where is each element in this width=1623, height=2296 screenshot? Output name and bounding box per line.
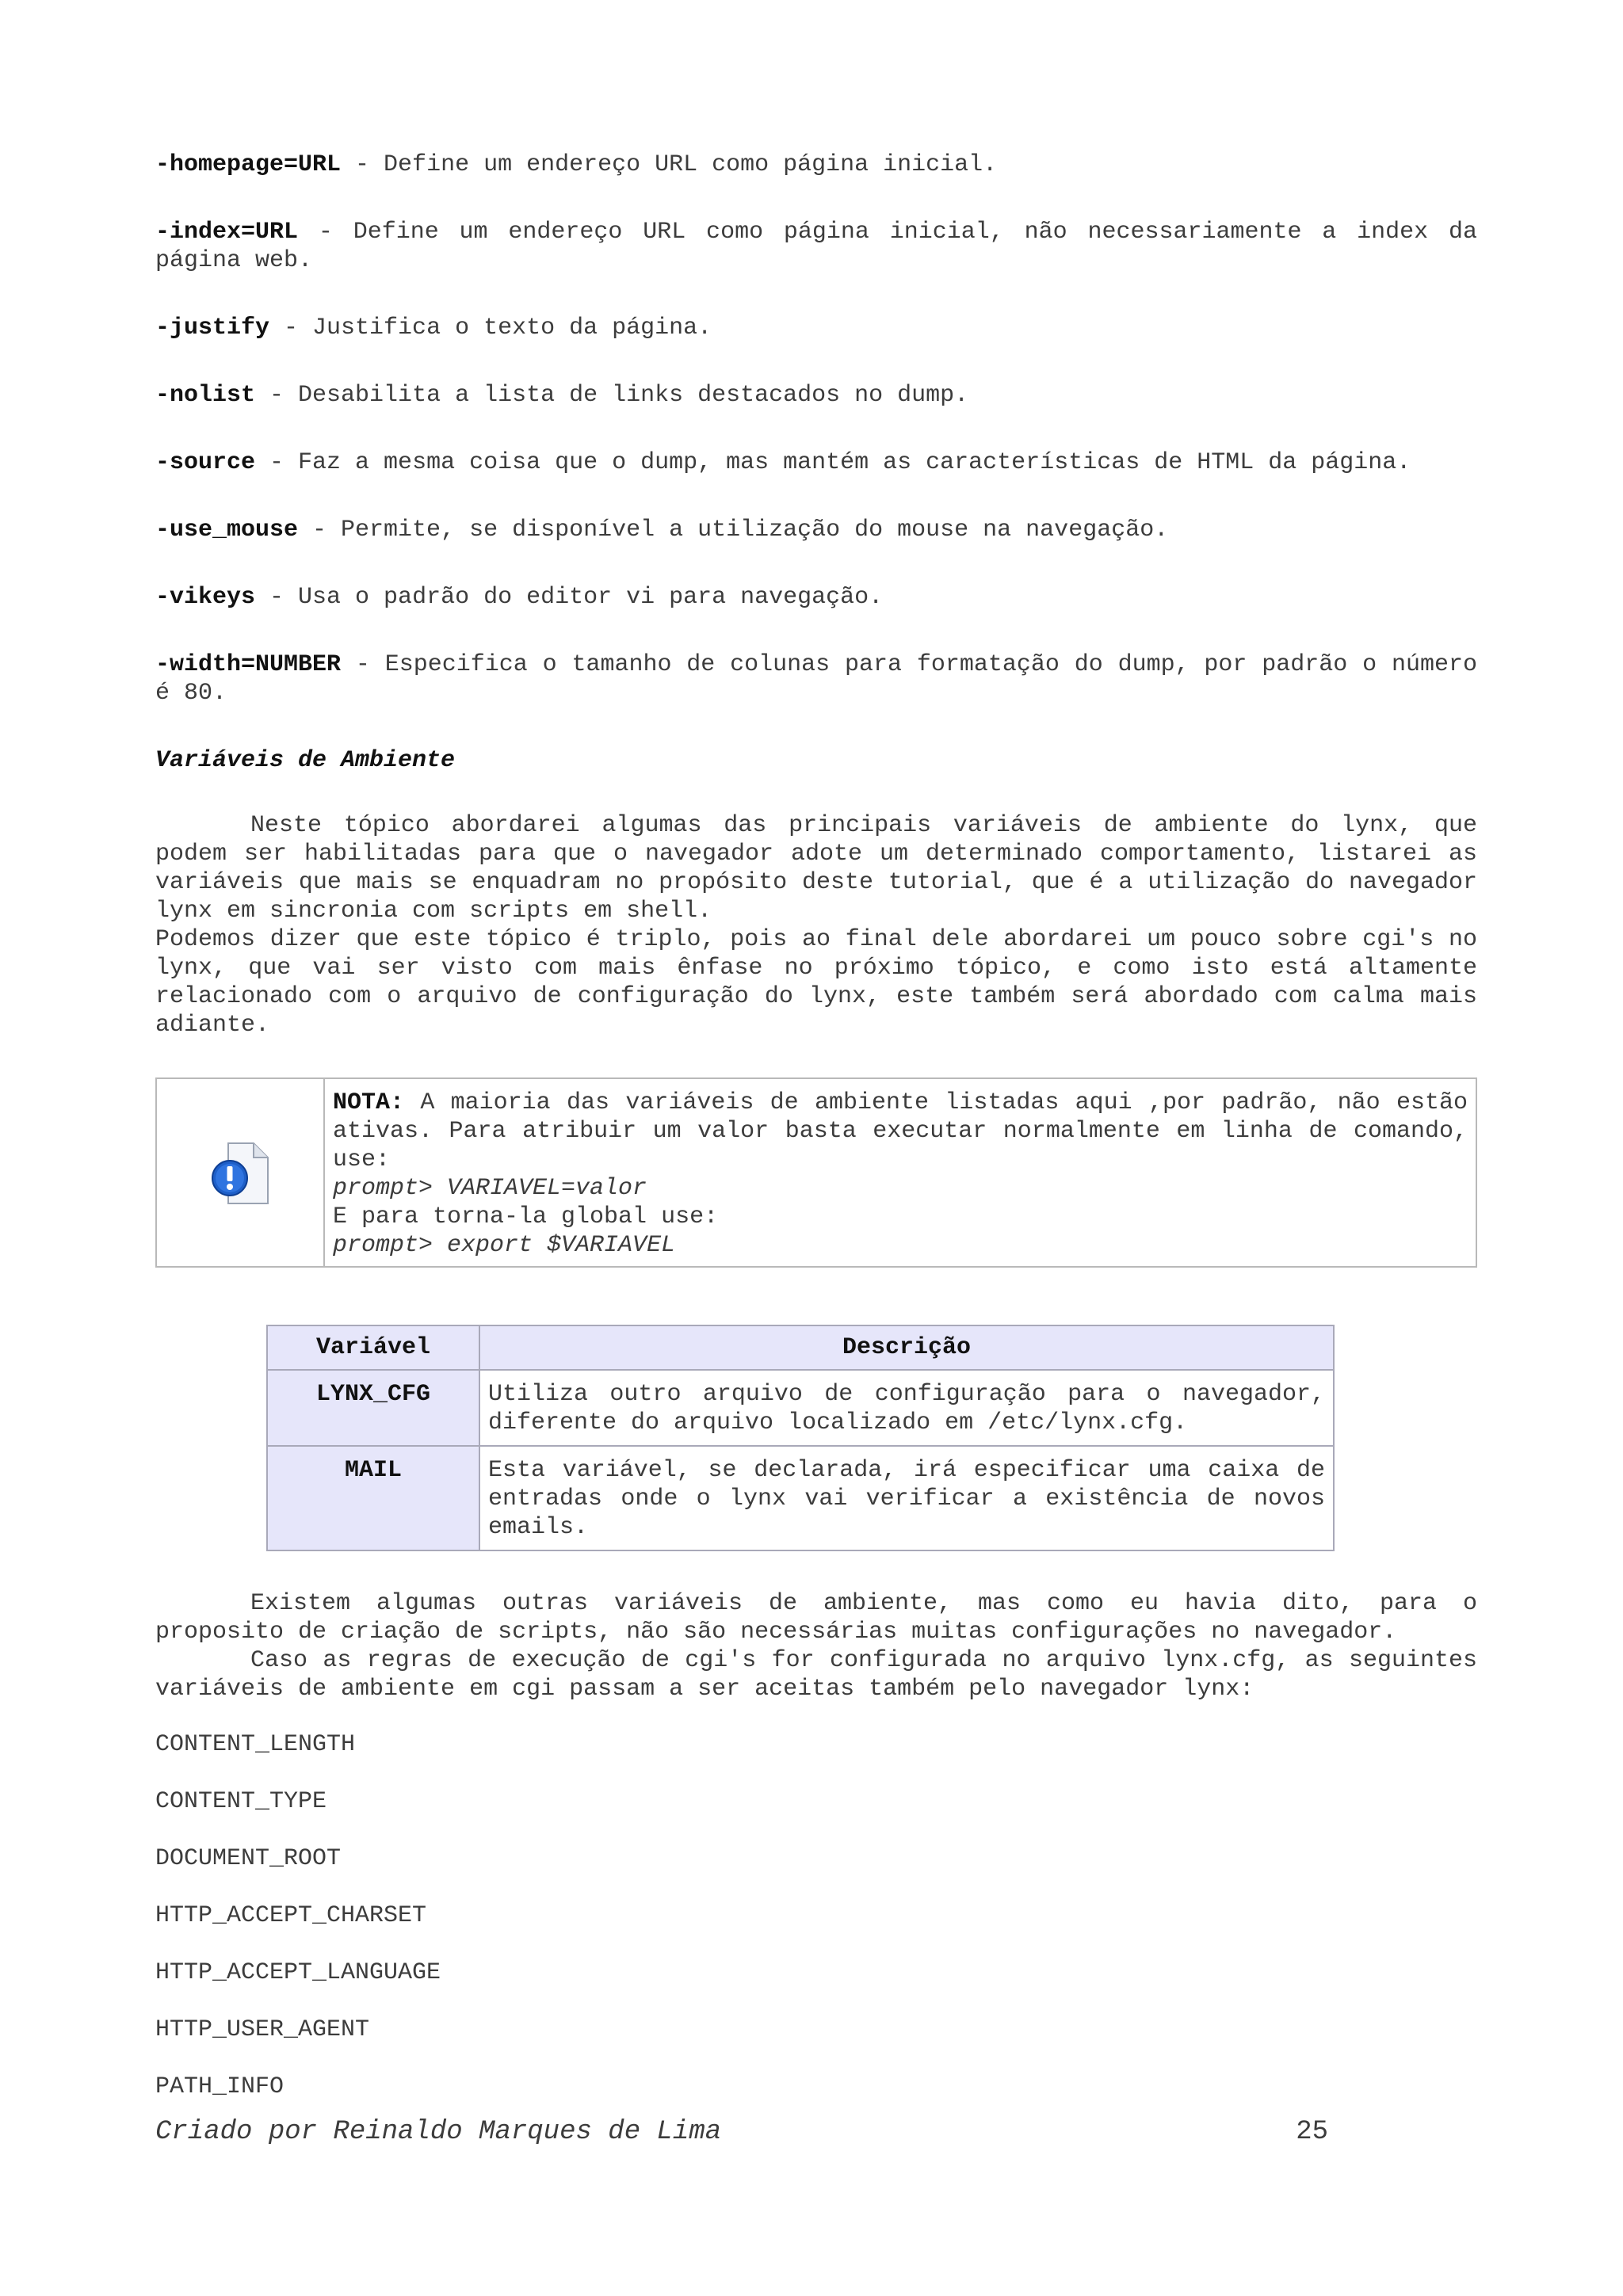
document-page [155, 151, 1477, 2130]
table-header-row [267, 1325, 1334, 1370]
option-description: - Desabilita a lista de links destacados no dump. [255, 382, 969, 409]
list-item: HTTP_USER_AGENT [155, 2016, 370, 2043]
option-flag: -use_mouse [155, 517, 299, 543]
note-box [155, 1077, 1477, 1268]
second-paragraph: Podemos dizer que este tópico é triplo, pois ao final dele abordarei um pouco sobre cgi's no lynx, que vai ser visto com mais ênfase no próximo tópico, e como isto está altamente relacionado com o arquivo de configuração do lynx, este também será abordado com calma mais adiante. [155, 926, 1477, 1039]
option-flag: -vikeys [155, 584, 256, 611]
info-document-icon [204, 1137, 276, 1208]
option-index [155, 218, 1477, 275]
list-item: PATH_INFO [155, 2073, 285, 2100]
note-icon-cell [157, 1079, 325, 1266]
table-cell-description: Esta variável, se declarada, irá especificar uma caixa de entradas onde o lynx vai verificar a existência de novos emails. [479, 1446, 1334, 1550]
note-line-2: E para torna-la global use: [333, 1203, 719, 1230]
note-label: NOTA: [333, 1089, 405, 1116]
option-description: - Especifica o tamanho de colunas para formatação do dump, por padrão o número é 80. [155, 651, 1477, 707]
intro-paragraph: Neste tópico abordarei algumas das principais variáveis de ambiente do lynx, que podem ser habilitadas para que o navegador adote um determinado comportamento, listarei as variáveis que mais se enquadram no propósito deste tutorial, que é a utilização do navegador lynx em sincronia com scripts em shell. [155, 812, 1477, 925]
option-homepage [155, 151, 1477, 179]
page-number: 25 [1296, 2117, 1328, 2147]
option-flag: -source [155, 449, 256, 476]
option-use-mouse [155, 516, 1477, 544]
table-cell-variable: MAIL [267, 1446, 479, 1550]
list-item: HTTP_ACCEPT_LANGUAGE [155, 1959, 441, 1986]
list-item: CONTENT_LENGTH [155, 1731, 356, 1758]
table-row [267, 1370, 1334, 1446]
table-row [267, 1446, 1334, 1550]
after-table-text [155, 1589, 1477, 1703]
option-description: - Define um endereço URL como página inicial, não necessariamente a index da página web. [155, 219, 1477, 274]
option-vikeys [155, 583, 1477, 612]
option-nolist [155, 381, 1477, 410]
list-item: HTTP_ACCEPT_CHARSET [155, 1902, 427, 1929]
table-header-description: Descrição [479, 1325, 1334, 1370]
note-body [333, 1089, 1468, 1173]
list-item: DOCUMENT_ROOT [155, 1845, 342, 1872]
after-paragraph-2: Caso as regras de execução de cgi's for configurada no arquivo lynx.cfg, as seguintes variáveis de ambiente em cgi passam a ser aceitas também pelo navegador lynx: [155, 1647, 1477, 1703]
note-text [325, 1079, 1476, 1266]
option-flag: -width=NUMBER [155, 651, 342, 678]
footer-author: Criado por Reinaldo Marques de Lima [155, 2117, 722, 2147]
table-cell-description: Utiliza outro arquivo de configuração para o navegador, diferente do arquivo localizado em /etc/lynx.cfg. [479, 1370, 1334, 1446]
option-justify [155, 314, 1477, 342]
note-description: A maioria das variáveis de ambiente listadas aqui ,por padrão, não estão ativas. Para atribuir um valor basta executar normalmente em linha de comando, use: [333, 1089, 1468, 1173]
section-title: Variáveis de Ambiente [155, 747, 456, 774]
table-cell-variable: LYNX_CFG [267, 1370, 479, 1446]
note-command-1: prompt> VARIAVEL=valor [333, 1175, 647, 1202]
table-header-variable: Variável [267, 1325, 479, 1370]
option-description: - Define um endereço URL como página inicial. [341, 151, 998, 178]
list-item: CONTENT_TYPE [155, 1788, 327, 1815]
env-var-list [155, 1730, 1477, 2101]
option-description: - Usa o padrão do editor vi para navegação. [255, 584, 884, 611]
option-source [155, 448, 1477, 477]
option-flag: -justify [155, 315, 270, 341]
option-description: - Permite, se disponível a utilização do mouse na navegação. [298, 517, 1169, 543]
after-paragraph-1: Existem algumas outras variáveis de ambiente, mas como eu havia dito, para o proposito de criação de scripts, não são necessárias muitas configurações no navegador. [155, 1590, 1477, 1646]
option-flag: -nolist [155, 382, 256, 409]
env-variables-table [266, 1325, 1335, 1551]
note-command-2: prompt> export $VARIAVEL [333, 1232, 676, 1259]
option-description: - Faz a mesma coisa que o dump, mas mantém as características de HTML da página. [255, 449, 1411, 476]
option-flag: -index=URL [155, 219, 299, 246]
page-footer [155, 2117, 1328, 2147]
option-flag: -homepage=URL [155, 151, 342, 178]
option-width [155, 650, 1477, 707]
option-description: - Justifica o texto da página. [269, 315, 712, 341]
